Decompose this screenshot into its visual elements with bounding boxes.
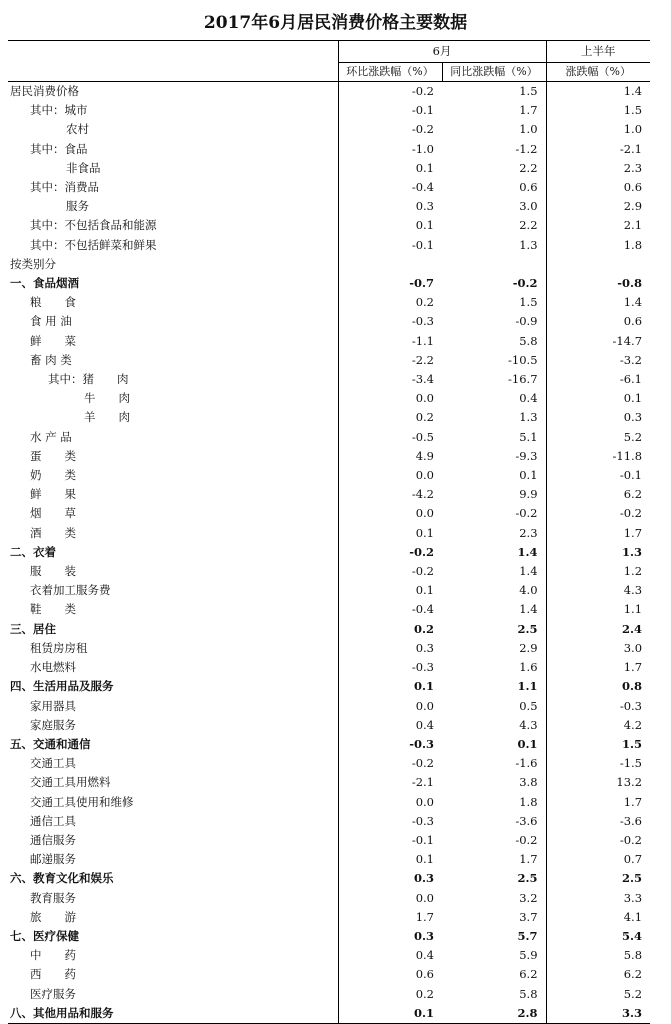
table-row bbox=[8, 620, 650, 639]
row-yoy-value: 3.0 bbox=[519, 199, 538, 214]
row-mom-value: -1.1 bbox=[338, 332, 442, 351]
row-yoy-value: 1.3 bbox=[519, 410, 538, 425]
row-mom-value: 0.2 bbox=[338, 620, 442, 639]
row-label: 蛋 类 bbox=[30, 448, 76, 463]
row-yoy-value: 2.9 bbox=[519, 640, 538, 655]
row-mom-value bbox=[338, 255, 442, 274]
row-label: 家庭服务 bbox=[30, 717, 76, 732]
row-h1-value: 6.2 bbox=[546, 485, 650, 504]
row-h1-value: -3.2 bbox=[546, 351, 650, 370]
table-row bbox=[8, 236, 650, 255]
row-label: 鲜 菜 bbox=[30, 333, 76, 348]
header-first-half: 上半年 bbox=[546, 41, 650, 63]
row-label: 粮 食 bbox=[30, 295, 76, 310]
table-row bbox=[8, 831, 650, 850]
header-blank bbox=[8, 41, 338, 63]
table-row bbox=[8, 658, 650, 677]
row-mom-value: 0.2 bbox=[338, 293, 442, 312]
row-mom-value: -0.1 bbox=[338, 101, 442, 120]
table-row bbox=[8, 312, 650, 331]
row-h1-value: 3.3 bbox=[546, 889, 650, 908]
row-mom-value: 0.3 bbox=[338, 869, 442, 888]
header-row-group bbox=[8, 41, 650, 63]
row-h1-value: 1.7 bbox=[546, 658, 650, 677]
row-label: 邮递服务 bbox=[30, 852, 76, 867]
row-label: 旅 游 bbox=[30, 909, 76, 924]
row-h1-value: 1.5 bbox=[546, 101, 650, 120]
header-row-columns bbox=[8, 63, 650, 82]
cpi-table bbox=[8, 40, 650, 1024]
row-label: 其中：猪 肉 bbox=[48, 372, 129, 387]
row-yoy-value: -3.6 bbox=[515, 813, 538, 828]
row-h1-value: 1.4 bbox=[546, 82, 650, 102]
row-label: 牛 肉 bbox=[84, 391, 130, 406]
row-yoy-value: 1.7 bbox=[519, 103, 538, 118]
row-mom-value: -2.1 bbox=[338, 773, 442, 792]
row-label: 鲜 果 bbox=[30, 487, 76, 502]
row-mom-value: -0.3 bbox=[338, 812, 442, 831]
row-h1-value: 6.2 bbox=[546, 965, 650, 984]
table-row bbox=[8, 485, 650, 504]
table-row bbox=[8, 293, 650, 312]
row-yoy-value: 0.6 bbox=[519, 180, 538, 195]
row-h1-value: -14.7 bbox=[546, 332, 650, 351]
row-label: 服务 bbox=[66, 199, 89, 214]
row-label: 八、其他用品和服务 bbox=[8, 1004, 338, 1024]
row-mom-value: -2.2 bbox=[338, 351, 442, 370]
row-mom-value: -0.5 bbox=[338, 428, 442, 447]
row-label: 一、食品烟酒 bbox=[10, 276, 79, 291]
row-mom-value: 1.7 bbox=[338, 908, 442, 927]
row-h1-value: 2.9 bbox=[546, 197, 650, 216]
row-yoy-value: 3.2 bbox=[519, 890, 538, 905]
row-h1-value: 1.3 bbox=[546, 543, 650, 562]
table-row bbox=[8, 274, 650, 293]
page-title: 2017年6月居民消费价格主要数据 bbox=[203, 13, 468, 33]
row-yoy-value: 1.7 bbox=[519, 852, 538, 867]
row-yoy-value: 1.1 bbox=[517, 679, 538, 694]
table-row bbox=[8, 600, 650, 619]
row-yoy-value: 6.2 bbox=[519, 967, 538, 982]
table-row bbox=[8, 351, 650, 370]
row-mom-value: 0.6 bbox=[338, 965, 442, 984]
table-body bbox=[8, 82, 650, 1024]
table-row bbox=[8, 716, 650, 735]
row-label: 医疗服务 bbox=[30, 986, 76, 1001]
table-row bbox=[8, 927, 650, 946]
row-yoy-value: 5.9 bbox=[519, 948, 538, 963]
row-h1-value: -0.3 bbox=[546, 697, 650, 716]
row-label: 家用器具 bbox=[30, 698, 76, 713]
row-yoy-value: 1.6 bbox=[519, 660, 538, 675]
row-h1-value: 1.2 bbox=[546, 562, 650, 581]
table-row bbox=[8, 82, 650, 102]
row-yoy-value: 2.2 bbox=[519, 160, 538, 175]
header-blank-2 bbox=[8, 63, 338, 82]
table-row bbox=[8, 677, 650, 696]
row-label: 二、衣着 bbox=[10, 544, 56, 559]
table-row bbox=[8, 850, 650, 869]
row-label: 农村 bbox=[66, 122, 89, 137]
row-label: 七、医疗保健 bbox=[10, 928, 79, 943]
row-label: 水电燃料 bbox=[30, 660, 76, 675]
row-h1-value: 4.2 bbox=[546, 716, 650, 735]
row-yoy-value: 0.1 bbox=[519, 468, 538, 483]
row-label: 水 产 品 bbox=[30, 429, 72, 444]
row-yoy-value: 5.7 bbox=[517, 928, 538, 943]
row-mom-value: -0.1 bbox=[338, 236, 442, 255]
header-june: 6月 bbox=[338, 41, 546, 63]
row-label: 西 药 bbox=[30, 967, 76, 982]
row-yoy-value: -0.2 bbox=[515, 506, 538, 521]
row-yoy-value: 1.4 bbox=[519, 564, 538, 579]
row-yoy-value: 1.5 bbox=[519, 84, 538, 98]
row-yoy-value: 2.5 bbox=[517, 871, 538, 886]
row-h1-value: -6.1 bbox=[546, 370, 650, 389]
table-row bbox=[8, 101, 650, 120]
row-mom-value: 0.1 bbox=[338, 159, 442, 178]
table-row bbox=[8, 140, 650, 159]
row-h1-value: -0.8 bbox=[546, 274, 650, 293]
row-h1-value: 2.3 bbox=[546, 159, 650, 178]
row-h1-value: 3.0 bbox=[546, 639, 650, 658]
row-h1-value: -0.1 bbox=[546, 466, 650, 485]
table-row bbox=[8, 908, 650, 927]
table-row bbox=[8, 946, 650, 965]
table-row bbox=[8, 985, 650, 1004]
table-row bbox=[8, 793, 650, 812]
row-yoy-value: 0.4 bbox=[519, 391, 538, 406]
row-mom-value: 0.1 bbox=[338, 581, 442, 600]
table-row bbox=[8, 370, 650, 389]
row-label: 羊 肉 bbox=[84, 410, 130, 425]
row-yoy-value: 2.2 bbox=[519, 218, 538, 233]
row-h1-value: 0.7 bbox=[546, 850, 650, 869]
row-mom-value: -0.4 bbox=[338, 178, 442, 197]
row-label: 通信服务 bbox=[30, 832, 76, 847]
table-row bbox=[8, 773, 650, 792]
row-mom-value: 0.4 bbox=[338, 946, 442, 965]
table-row bbox=[8, 581, 650, 600]
row-label: 酒 类 bbox=[30, 525, 76, 540]
row-label: 畜 肉 类 bbox=[30, 352, 72, 367]
row-mom-value: -0.2 bbox=[338, 543, 442, 562]
row-yoy-value: -0.2 bbox=[515, 832, 538, 847]
row-label: 其中：食品 bbox=[30, 141, 88, 156]
row-yoy-value: 1.8 bbox=[519, 794, 538, 809]
row-label: 交通工具使用和维修 bbox=[30, 794, 134, 809]
table-row bbox=[8, 889, 650, 908]
row-label: 食 用 油 bbox=[30, 314, 72, 329]
row-mom-value: -3.4 bbox=[338, 370, 442, 389]
row-h1-value: 2.4 bbox=[546, 620, 650, 639]
row-h1-value: 5.8 bbox=[546, 946, 650, 965]
row-label: 按类别分 bbox=[10, 256, 56, 271]
row-label: 服 装 bbox=[30, 564, 76, 579]
row-yoy-value: 1.4 bbox=[519, 602, 538, 617]
row-mom-value: 0.0 bbox=[338, 389, 442, 408]
row-mom-value: 0.1 bbox=[338, 677, 442, 696]
row-label: 其中：城市 bbox=[30, 103, 88, 118]
table-row bbox=[8, 697, 650, 716]
row-mom-value: -0.2 bbox=[338, 120, 442, 139]
row-yoy-value: -0.9 bbox=[515, 314, 538, 329]
row-h1-value: -11.8 bbox=[546, 447, 650, 466]
row-h1-value: 1.7 bbox=[546, 524, 650, 543]
header-h1-change: 涨跌幅（%） bbox=[546, 63, 650, 82]
row-mom-value: -0.3 bbox=[338, 312, 442, 331]
table-row bbox=[8, 735, 650, 754]
row-h1-value: 0.1 bbox=[546, 389, 650, 408]
row-h1-value: 1.4 bbox=[546, 293, 650, 312]
row-yoy-value: 1.4 bbox=[517, 544, 538, 559]
row-mom-value: 0.4 bbox=[338, 716, 442, 735]
row-yoy-value: -1.2 bbox=[515, 141, 538, 156]
table-row bbox=[8, 332, 650, 351]
row-mom-value: -4.2 bbox=[338, 485, 442, 504]
row-mom-value: 0.1 bbox=[338, 216, 442, 235]
row-h1-value: 2.5 bbox=[546, 869, 650, 888]
row-mom-value: 0.3 bbox=[338, 927, 442, 946]
row-mom-value: 0.3 bbox=[338, 197, 442, 216]
row-mom-value: 4.9 bbox=[338, 447, 442, 466]
row-label: 中 药 bbox=[30, 948, 76, 963]
row-yoy-value: 4.0 bbox=[519, 583, 538, 598]
row-h1-value: 1.8 bbox=[546, 236, 650, 255]
row-label: 烟 草 bbox=[30, 506, 76, 521]
row-h1-value: -2.1 bbox=[546, 140, 650, 159]
row-label: 鞋 类 bbox=[30, 602, 76, 617]
row-yoy-value: 2.3 bbox=[519, 525, 538, 540]
row-label: 奶 类 bbox=[30, 468, 76, 483]
row-h1-value: 0.6 bbox=[546, 178, 650, 197]
row-yoy-value: 1.3 bbox=[519, 237, 538, 252]
row-yoy-value: -16.7 bbox=[508, 372, 538, 387]
row-mom-value: -0.3 bbox=[338, 658, 442, 677]
row-h1-value: 4.1 bbox=[546, 908, 650, 927]
row-yoy-value: 2.5 bbox=[517, 621, 538, 636]
table-row bbox=[8, 428, 650, 447]
table-row bbox=[8, 504, 650, 523]
row-label: 居民消费价格 bbox=[10, 84, 79, 98]
row-label: 四、生活用品及服务 bbox=[10, 679, 114, 694]
row-label: 其中：消费品 bbox=[30, 180, 99, 195]
row-yoy-value: 2.8 bbox=[442, 1004, 546, 1024]
row-mom-value: 0.1 bbox=[338, 1004, 442, 1024]
row-mom-value: -0.7 bbox=[338, 274, 442, 293]
row-label: 交通工具 bbox=[30, 756, 76, 771]
row-yoy-value: 0.1 bbox=[517, 736, 538, 751]
row-label: 五、交通和通信 bbox=[10, 736, 91, 751]
row-label: 非食品 bbox=[66, 160, 101, 175]
table-row bbox=[8, 159, 650, 178]
table-row bbox=[8, 543, 650, 562]
row-yoy-value: -10.5 bbox=[508, 352, 538, 367]
row-h1-value: 1.0 bbox=[546, 120, 650, 139]
row-label: 租赁房房租 bbox=[30, 640, 88, 655]
row-h1-value: 4.3 bbox=[546, 581, 650, 600]
row-h1-value: -0.2 bbox=[546, 504, 650, 523]
row-label: 衣着加工服务费 bbox=[30, 583, 111, 598]
table-row bbox=[8, 178, 650, 197]
row-mom-value: -0.4 bbox=[338, 600, 442, 619]
row-mom-value: -0.3 bbox=[338, 735, 442, 754]
row-mom-value: 0.0 bbox=[338, 697, 442, 716]
table-row bbox=[8, 408, 650, 427]
row-mom-value: 0.1 bbox=[338, 524, 442, 543]
row-yoy-value: 5.8 bbox=[519, 986, 538, 1001]
row-yoy-value: 1.0 bbox=[519, 122, 538, 137]
row-label: 六、教育文化和娱乐 bbox=[10, 871, 114, 886]
row-yoy-value: -9.3 bbox=[515, 448, 538, 463]
row-mom-value: -1.0 bbox=[338, 140, 442, 159]
row-yoy-value: 4.3 bbox=[519, 717, 538, 732]
row-h1-value: -1.5 bbox=[546, 754, 650, 773]
table-row bbox=[8, 447, 650, 466]
table-row bbox=[8, 197, 650, 216]
row-yoy-value: 0.5 bbox=[519, 698, 538, 713]
row-h1-value: 1.1 bbox=[546, 600, 650, 619]
row-h1-value: 13.2 bbox=[546, 773, 650, 792]
row-yoy-value: -0.2 bbox=[512, 276, 538, 291]
row-yoy-value: 1.5 bbox=[519, 295, 538, 310]
row-h1-value: -0.2 bbox=[546, 831, 650, 850]
row-mom-value: -0.2 bbox=[338, 82, 442, 102]
header-yoy: 同比涨跌幅（%） bbox=[442, 63, 546, 82]
row-yoy-value: 5.1 bbox=[519, 429, 538, 444]
row-label: 三、居住 bbox=[10, 621, 56, 636]
table-row bbox=[8, 120, 650, 139]
row-label: 通信工具 bbox=[30, 813, 76, 828]
row-label: 教育服务 bbox=[30, 890, 76, 905]
row-h1-value: 5.2 bbox=[546, 985, 650, 1004]
row-mom-value: 0.1 bbox=[338, 850, 442, 869]
row-mom-value: 0.0 bbox=[338, 504, 442, 523]
row-h1-value: 0.8 bbox=[546, 677, 650, 696]
table-row bbox=[8, 466, 650, 485]
row-h1-value: 0.6 bbox=[546, 312, 650, 331]
row-h1-value: 1.7 bbox=[546, 793, 650, 812]
table-row bbox=[8, 255, 650, 274]
header-mom: 环比涨跌幅（%） bbox=[338, 63, 442, 82]
row-h1-value: 3.3 bbox=[546, 1004, 650, 1024]
row-yoy-value bbox=[442, 255, 546, 274]
row-mom-value: 0.0 bbox=[338, 889, 442, 908]
row-h1-value: 0.3 bbox=[546, 408, 650, 427]
table-row bbox=[8, 389, 650, 408]
row-mom-value: 0.3 bbox=[338, 639, 442, 658]
row-mom-value: -0.2 bbox=[338, 754, 442, 773]
table-row bbox=[8, 216, 650, 235]
row-label: 交通工具用燃料 bbox=[30, 775, 111, 790]
row-yoy-value: 3.7 bbox=[519, 909, 538, 924]
row-yoy-value: 5.8 bbox=[519, 333, 538, 348]
row-mom-value: 0.0 bbox=[338, 793, 442, 812]
row-h1-value: 5.4 bbox=[546, 927, 650, 946]
row-h1-value bbox=[546, 255, 650, 274]
row-mom-value: 0.0 bbox=[338, 466, 442, 485]
row-h1-value: 5.2 bbox=[546, 428, 650, 447]
table-row bbox=[8, 812, 650, 831]
row-h1-value: 1.5 bbox=[546, 735, 650, 754]
row-h1-value: -3.6 bbox=[546, 812, 650, 831]
row-mom-value: -0.1 bbox=[338, 831, 442, 850]
row-label: 其中：不包括食品和能源 bbox=[30, 218, 157, 233]
row-h1-value: 2.1 bbox=[546, 216, 650, 235]
table-row bbox=[8, 869, 650, 888]
row-mom-value: 0.2 bbox=[338, 408, 442, 427]
row-yoy-value: 9.9 bbox=[519, 487, 538, 502]
table-row bbox=[8, 965, 650, 984]
row-yoy-value: -1.6 bbox=[515, 756, 538, 771]
table-row bbox=[8, 639, 650, 658]
row-mom-value: -0.2 bbox=[338, 562, 442, 581]
row-yoy-value: 3.8 bbox=[519, 775, 538, 790]
table-row bbox=[8, 524, 650, 543]
row-label: 其中：不包括鲜菜和鲜果 bbox=[30, 237, 157, 252]
table-row bbox=[8, 1004, 650, 1024]
table-row bbox=[8, 754, 650, 773]
table-row bbox=[8, 562, 650, 581]
row-mom-value: 0.2 bbox=[338, 985, 442, 1004]
